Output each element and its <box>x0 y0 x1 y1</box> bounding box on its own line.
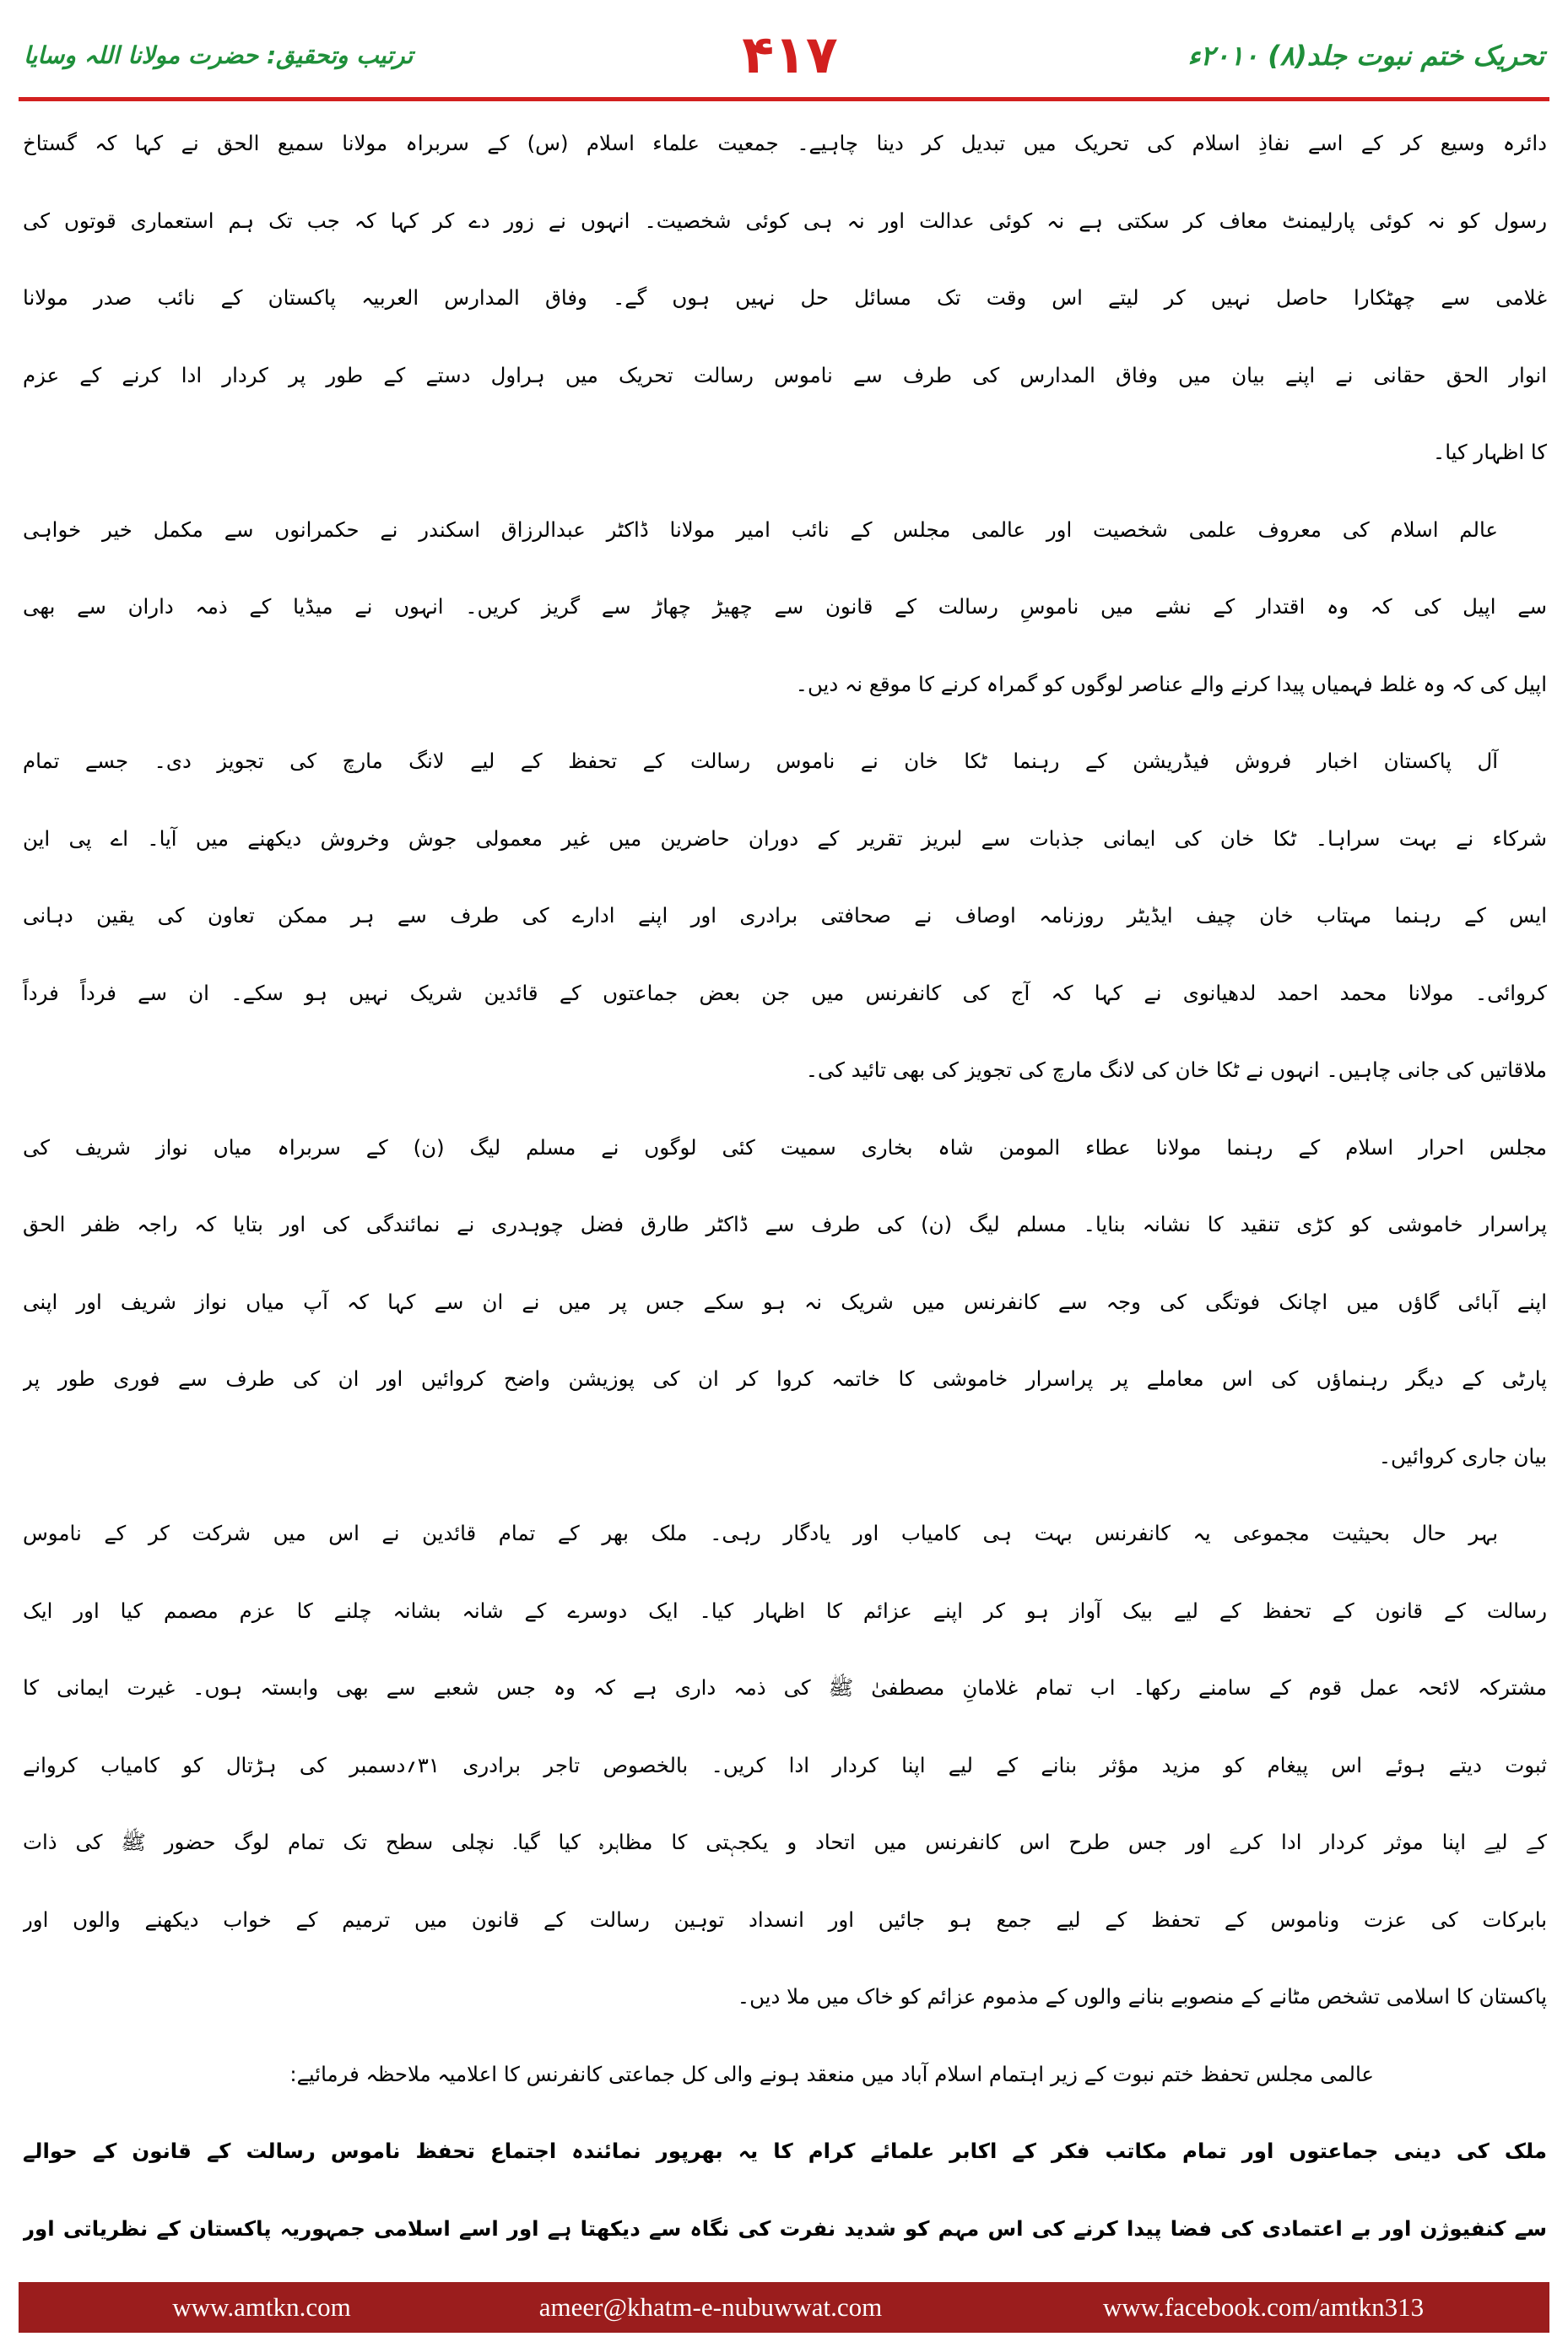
paragraph <box>23 722 1547 1109</box>
text-line: پاکستان کا اسلامی تشخص مٹانے کے منصوبے بنانے والوں کے مذموم عزائم کو خاک میں ملا دیں۔ <box>737 1984 1547 2009</box>
text-line: غلامی سے چھٹکارا حاصل نہیں کر لیتے اس وقت تک مسائل حل نہیں ہوں گے۔ وفاق المدارس العربیہ پاکستان کے نائب صدر مولانا <box>23 285 1547 310</box>
text-line: پراسرار خاموشی کو کڑی تنقید کا نشانہ بنایا۔ مسلم لیگ (ن) کی طرف سے ڈاکٹر طارق فضل چوہدری نے نمائندگی کی اور بتایا کہ راجہ ظفر الحق <box>23 1212 1547 1236</box>
text-line: اپنے آبائی گاؤں میں اچانک فوتگی کی وجہ سے کانفرنس میں شریک نہ ہو سکے جس پر میں نے ان سے کہا کہ آپ میاں نواز شریف اور اپنی <box>23 1289 1547 1314</box>
text-line: عالم اسلام کی معروف علمی شخصیت اور عالمی مجلس کے نائب امیر مولانا ڈاکٹر عبدالرزاق اسکندر نے حکمرانوں سے مکمل خیر خواہی <box>23 517 1498 542</box>
text-line: بہر حال بحیثیت مجموعی یہ کانفرنس بہت ہی کامیاب اور یادگار رہی۔ ملک بھر کے تمام قائدین نے اس میں شرکت کر کے ناموس <box>23 1521 1498 1545</box>
text-line: مشترکہ لائحہ عمل قوم کے سامنے رکھا۔ اب تمام غلامانِ مصطفیٰ ﷺ کی ذمہ داری ہے کہ وہ جس شعبے سے بھی وابستہ ہوں۔ غیرت ایمانی کا <box>23 1675 1547 1700</box>
text-line: بابرکات کی عزت وناموس کے تحفظ کے لیے جمع ہو جائیں اور انسداد توہین رسالت کے قانون میں ترمیم کے خواب دیکھنے والوں اور <box>23 1907 1547 1932</box>
text-line: اپیل کی کہ وہ غلط فہمیاں پیدا کرنے والے عناصر لوگوں کو گمراہ کرنے کا موقع نہ دیں۔ <box>795 671 1547 696</box>
compiler-credit: ترتیب وتحقیق: حضرت مولانا اللہ وسایا <box>24 41 414 69</box>
text-line: دائرہ وسیع کر کے اسے نفاذِ اسلام کی تحریک میں تبدیل کر دینا چاہیے۔ جمعیت علماء اسلام (س) کے سربراہ مولانا سمیع الحق نے کہا کہ گستاخ <box>23 131 1547 155</box>
text-line: عالمی مجلس تحفظ ختم نبوت کے زیر اہتمام اسلام آباد میں منعقد ہونے والی کل جماعتی کانفرنس کا اعلامیہ ملاحظہ فرمائیے: <box>289 2061 1374 2086</box>
page-number: ۴۱۷ <box>742 24 838 85</box>
text-line: کے لیے اپنا موثر کردار ادا کرے اور جس طرح اس کانفرنس میں اتحاد و یکجہتی کا مظاہرہ کیا گیا۔ نچلی سطح تک تمام لوگ حضور ﷺ کی ذات <box>23 1830 1547 1854</box>
text-line: انوار الحق حقانی نے اپنے بیان میں وفاق المدارس کی طرف سے ناموس رسالت تحریک میں ہراول دستے کے طور پر کردار ادا کرنے کے عزم <box>23 362 1547 387</box>
text-line: سے اپیل کی کہ وہ اقتدار کے نشے میں ناموسِ رسالت کے قانون سے چھیڑ چھاڑ سے گریز کریں۔ انہوں نے میڈیا کے ذمہ داران سے بھی <box>23 594 1547 619</box>
text-line: مجلس احرار اسلام کے رہنما مولانا عطاء المومن شاہ بخاری سمیت کئی لوگوں نے مسلم لیگ (ن) کے سربراہ میاں نواز شریف کی <box>23 1134 1547 1160</box>
text-line: رسول کو نہ کوئی پارلیمنٹ معاف کر سکتی ہے نہ کوئی عدالت اور نہ ہی کوئی شخصیت۔ انہوں نے زور دے کر کہا کہ جب تک ہم استعماری قوتوں کی <box>23 208 1547 233</box>
paragraph <box>23 1109 1547 1496</box>
text-line: ملاقاتیں کی جانی چاہیں۔ انہوں نے ٹکا خان کی لانگ مارچ کی تجویز کی بھی تائید کی۔ <box>805 1057 1547 1082</box>
declaration-paragraph <box>23 2112 1547 2267</box>
text-line: سے کنفیوژن اور بے اعتمادی کی فضا پیدا کرنے کی اس مہم کو شدید نفرت کی نگاہ سے دیکھتا ہے اور اسے اسلامی جمہوریہ پاکستان کے نظریاتی اور <box>23 2215 1547 2241</box>
paragraph <box>23 1495 1547 2036</box>
declaration-intro <box>23 2036 1547 2113</box>
text-line: ایس کے رہنما مہتاب خان چیف ایڈیٹر روزنامہ اوصاف نے صحافتی برادری اور اپنے ادارے کی طرف سے ہر ممکن تعاون کی یقین دہانی <box>23 903 1547 928</box>
text-line: ثبوت دیتے ہوئے اس پیغام کو مزید مؤثر بنانے کے لیے اپنا کردار ادا کریں۔ بالخصوص تاجر برادری ۳۱؍دسمبر کی ہڑتال کو کامیاب کروانے <box>23 1752 1547 1777</box>
running-title: تحریک ختم نبوت جلد(۸) ۲۰۱۰ء <box>1187 40 1544 72</box>
text-line: رسالت کے قانون کے تحفظ کے لیے بیک آواز ہو کر اپنے عزائم کا اظہار کیا۔ ایک دوسرے کے شانہ بشانہ چلنے کا عزم مصمم کیا اور ایک <box>23 1598 1547 1623</box>
paragraph <box>23 491 1547 723</box>
website-link[interactable]: www.amtkn.com <box>172 2292 351 2322</box>
text-line: بیان جاری کروائیں۔ <box>1378 1443 1547 1468</box>
paragraph <box>23 105 1547 491</box>
text-line: ملک کی دینی جماعتوں اور تمام مکاتب فکر کے اکابر علمائے کرام کا یہ بھرپور نمائندہ اجتماع تحفظ ناموس رسالت کے قانون کے حوالے <box>23 2139 1547 2163</box>
text-line: شرکاء نے بہت سراہا۔ ٹکا خان کی ایمانی جذبات سے لبریز تقریر کے دوران حاضرین میں غیر معمولی جوش وخروش دیکھنے میں آیا۔ اے پی این <box>23 825 1547 851</box>
page-header <box>0 0 1568 98</box>
text-line: پارٹی کے دیگر رہنماؤں کی اس معاملے پر پراسرار خاموشی کا خاتمہ کروا کر ان کی پوزیشن واضح کروائیں اور ان کی طرف سے فوری طور پر <box>23 1366 1547 1391</box>
email-link[interactable]: ameer@khatm-e-nubuwwat.com <box>538 2292 883 2322</box>
page-footer <box>19 2282 1549 2333</box>
text-line: کروائی۔ مولانا محمد احمد لدھیانوی نے کہا کہ آج کی کانفرنس میں جن بعض جماعتوں کے قائدین شریک نہیں ہو سکے۔ ان سے فرداً فرداً <box>23 980 1547 1005</box>
text-line: آل پاکستان اخبار فروش فیڈریشن کے رہنما ٹکا خان نے ناموس رسالت کے تحفظ کے لیے لانگ مارچ کی تجویز دی۔ جسے تمام <box>23 749 1498 773</box>
text-line: کا اظہار کیا۔ <box>1432 440 1547 464</box>
text-body <box>23 105 1547 2267</box>
header-rule <box>19 97 1549 101</box>
facebook-link[interactable]: www.facebook.com/amtkn313 <box>1102 2292 1425 2322</box>
